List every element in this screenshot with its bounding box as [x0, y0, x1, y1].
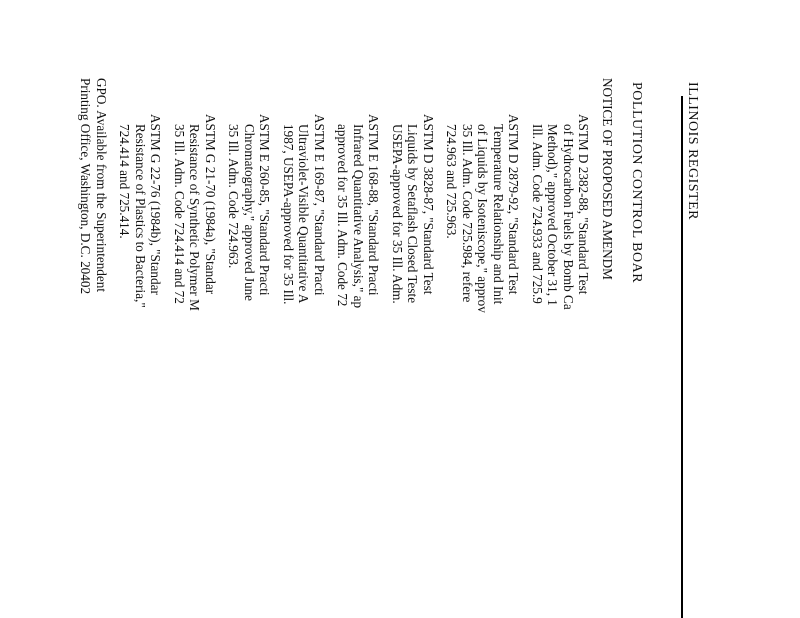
entry-line: 35 Ill. Adm. Code 724.414 and 72	[172, 124, 187, 304]
header-rule	[682, 96, 684, 618]
entry-line: USEPA-approved for 35 Ill. Adm.	[390, 124, 405, 304]
entry-line: Method)," approved October 31, 1	[545, 124, 561, 306]
entry-astm-d2879	[444, 78, 522, 618]
entry-line: Temperature Relationship and Init	[491, 124, 506, 305]
rotated-text-block	[78, 78, 700, 618]
entry-line: Ultraviolet-Visible Quantitative A	[296, 124, 312, 304]
entry-line: Infrared Quantitative Analysis," ap	[351, 124, 366, 309]
entry-line: 1987, USEPA-approved for 35 Ill.	[281, 124, 296, 305]
entry-line: Chromatography," approved June	[242, 124, 257, 302]
notice-heading: NOTICE OF PROPOSED AMENDM	[600, 78, 615, 280]
entry-line: Ill. Adm. Code 724.933 and 725.9	[530, 124, 545, 304]
entry-line: Resistance of Synthetic Polymer M	[187, 124, 203, 311]
entry-line: ASTM G 21-70 (1984a), "Standar	[203, 114, 218, 295]
entry-astm-g22	[117, 78, 164, 618]
entry-line: ASTM E 168-88, "Standard Practi	[366, 114, 382, 296]
entry-line: approved for 35 Ill. Adm. Code 72	[335, 124, 351, 307]
page-header	[685, 78, 701, 618]
entry-astm-e168	[335, 78, 382, 618]
agency-heading: POLLUTION CONTROL BOAR	[629, 82, 645, 284]
entry-line: ASTM D 2382-88, "Standard Test	[576, 114, 592, 295]
entry-line: 724.414 and 725.414.	[117, 124, 133, 239]
entry-line: ASTM E 260-85, "Standard Practi	[257, 114, 273, 296]
footer-line: Printing Office, Washington, D.C. 20402	[78, 78, 94, 295]
footer-text	[78, 78, 109, 618]
entry-line: 35 Ill. Adm. Code 724.963.	[226, 124, 242, 269]
register-title: ILLINOIS REGISTER	[685, 82, 700, 220]
entry-line: ASTM E 169-87, "Standard Practi	[312, 114, 327, 296]
entry-astm-d2382	[530, 78, 592, 618]
entry-line: of Liquids by Isoteniscope," approv	[475, 124, 491, 313]
entry-line: of Hydrocarbon Fuels by Bomb Ca	[561, 124, 576, 310]
entry-astm-e169	[281, 78, 328, 618]
footer-line: GPO. Available from the Superintendent	[94, 78, 109, 293]
entry-line: 35 Ill. Adm. Code 725.984, refere	[460, 124, 475, 303]
entry-line: Resistance of Plastics to Bacteria,"	[133, 124, 148, 308]
entry-line: ASTM D 2879-92, "Standard Test	[506, 114, 522, 295]
entry-astm-d3828	[390, 78, 437, 618]
entry-line: ASTM D 3828-87, "Standard Test	[421, 114, 436, 295]
entry-line: 724.963 and 725.963.	[444, 124, 460, 239]
entry-astm-e260	[226, 78, 273, 618]
entry-astm-g21	[172, 78, 219, 618]
entry-line: ASTM G 22-76 (1984b), "Standar	[148, 114, 164, 295]
entry-line: Liquids by Setaflash Closed Teste	[405, 124, 421, 304]
